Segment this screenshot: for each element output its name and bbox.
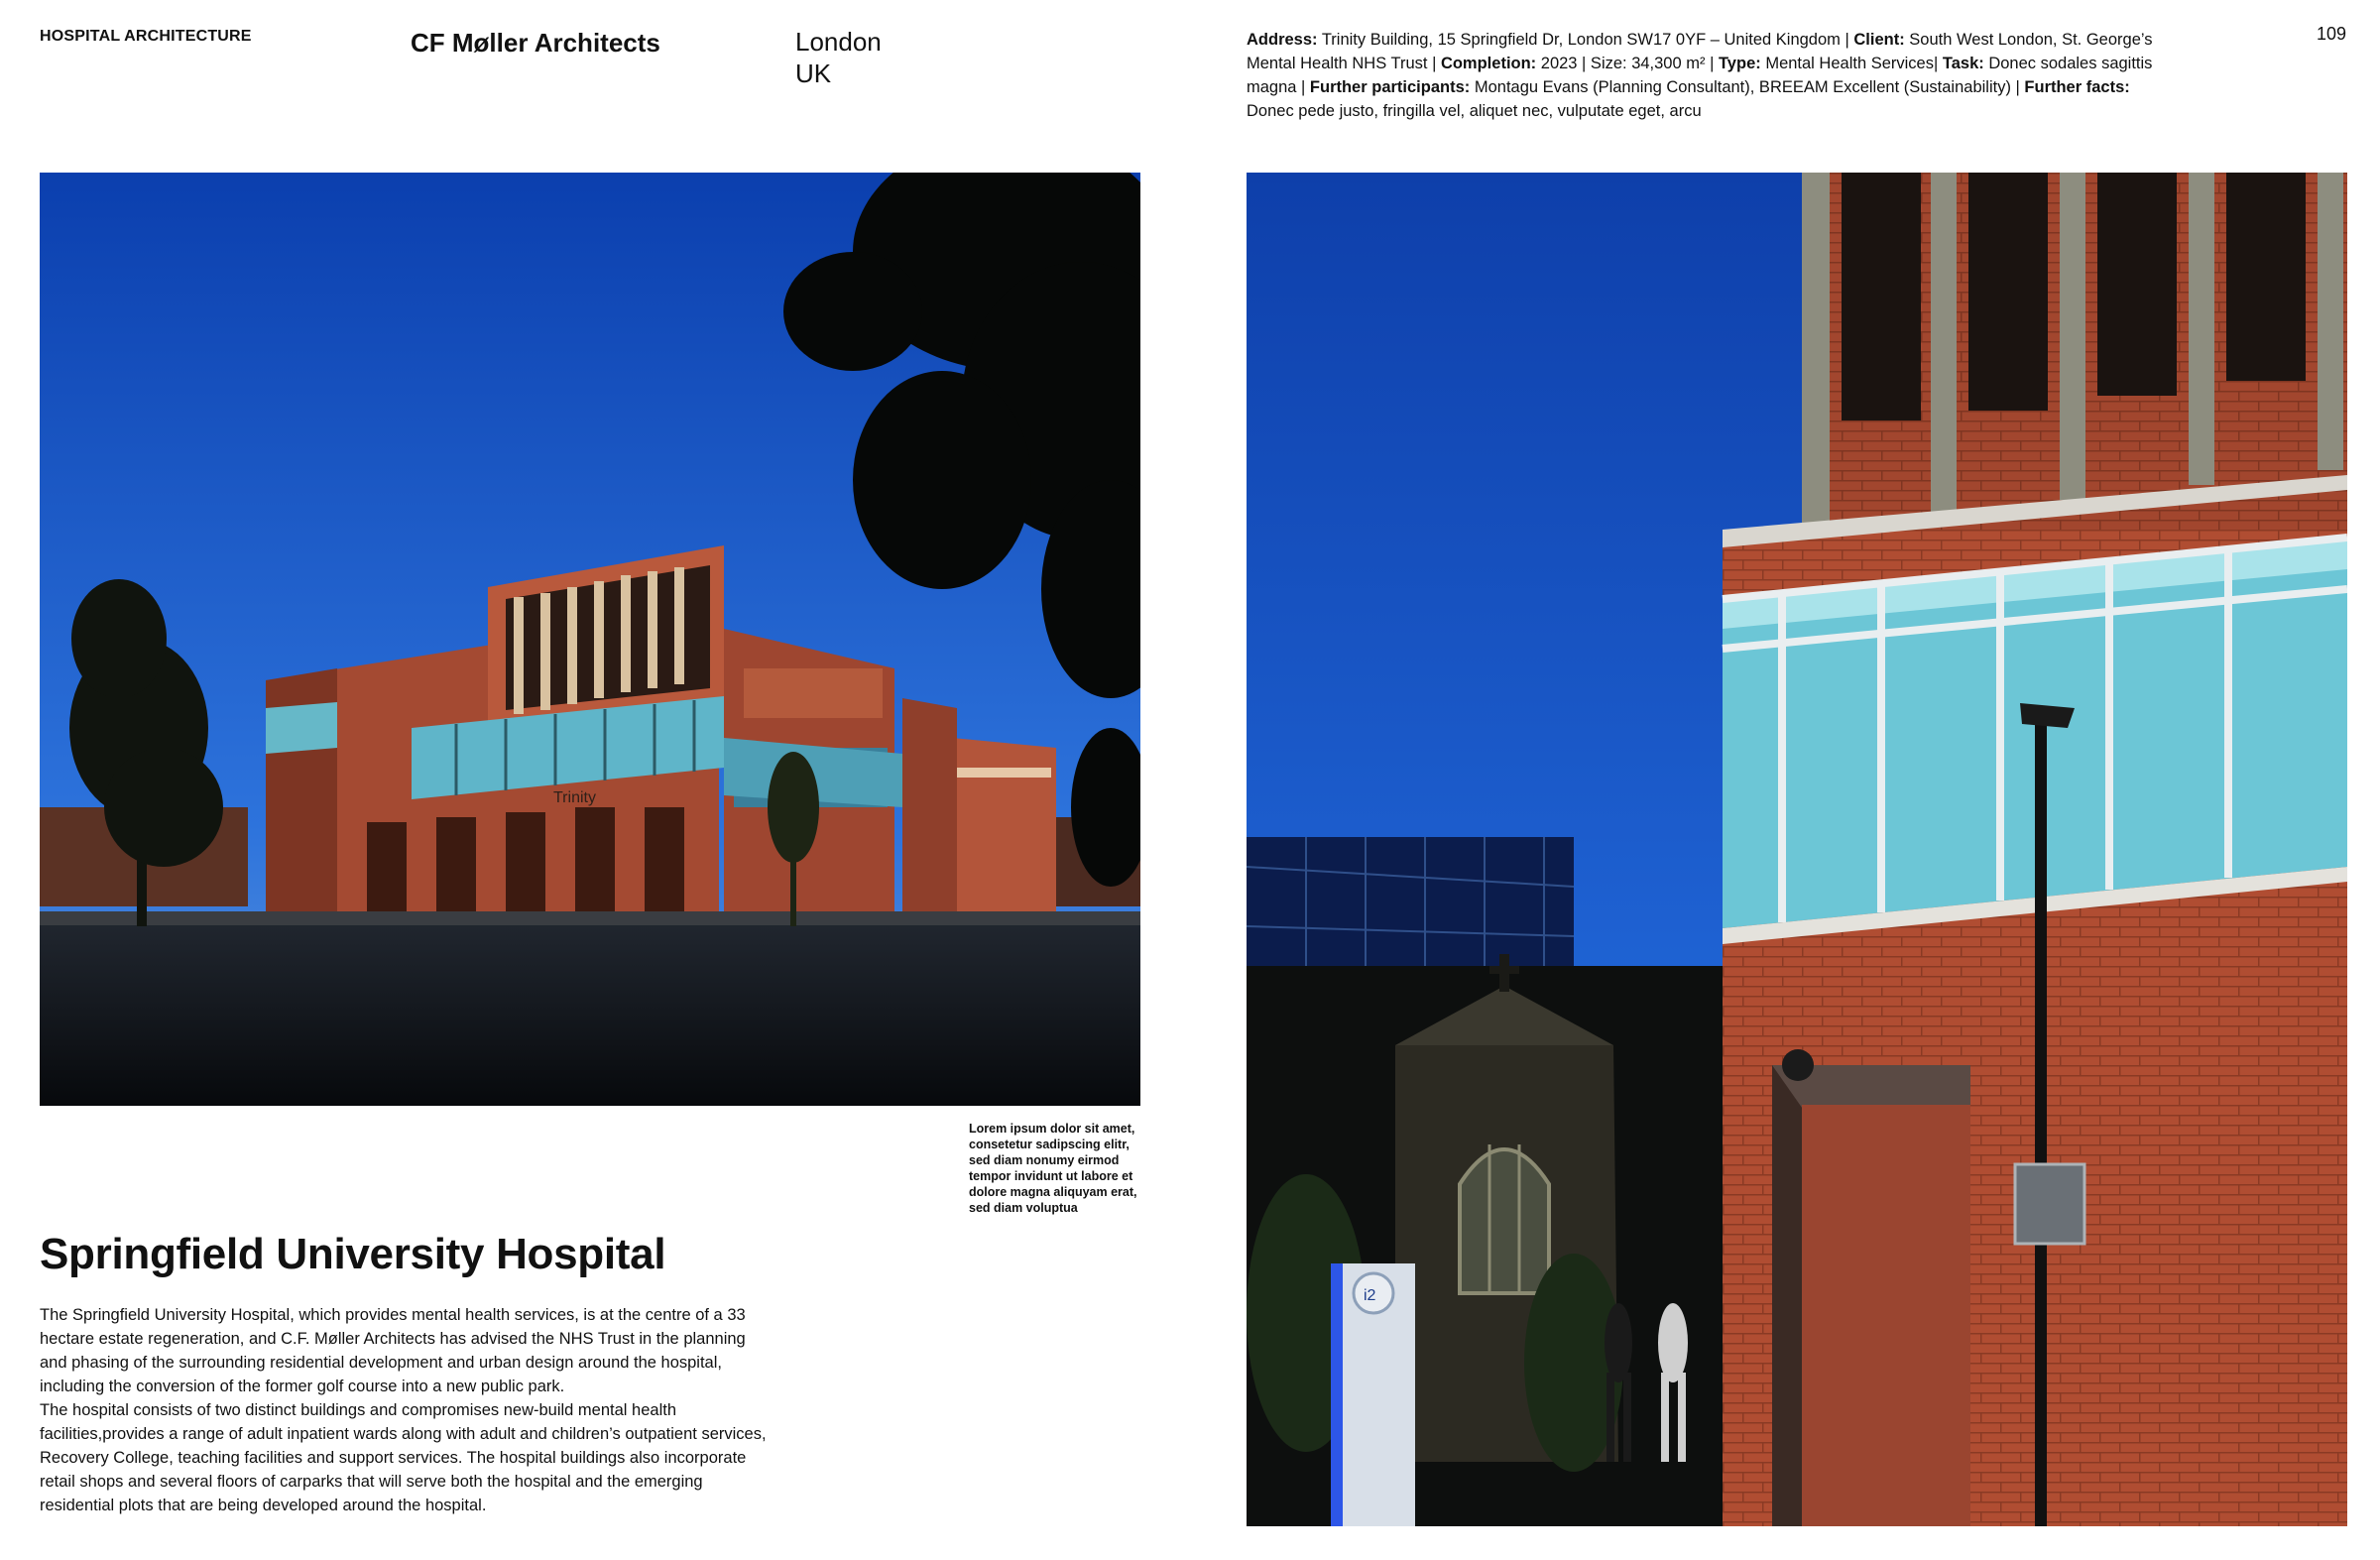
fact-label-task: Task: — [1942, 55, 1984, 72]
section-label: HOSPITAL ARCHITECTURE — [40, 28, 252, 45]
fact-value-completion: 2023 | Size: 34,300 m² | — [1536, 55, 1719, 72]
architect-name: CF Møller Architects — [411, 28, 660, 58]
fact-value-task: Donec sodales sagittis magna | — [1247, 55, 2153, 96]
signpost-label: i2 — [1364, 1287, 1376, 1304]
article-title: Springfield University Hospital — [40, 1230, 666, 1278]
fact-value-client: South West London, St. George’s Mental Health NHS Trust | — [1247, 31, 2153, 72]
article-paragraph-1: The Springfield University Hospital, which provides mental health services, is at the centre of a 33 hectare estate regeneration, and C.F. Møller Architects has advised the NHS Trust in the planning and phasing of the surrounding residential development and urban design around the hospital, including the conversion of the former golf course into a new public park. — [40, 1306, 746, 1395]
fact-label-completion: Completion: — [1440, 55, 1537, 72]
fact-label-further: Further facts: — [2024, 78, 2130, 96]
location-country: UK — [795, 59, 832, 88]
location — [795, 26, 882, 89]
fact-value-address: Trinity Building, 15 Springfield Dr, London SW17 0YF – United Kingdom | — [1317, 31, 1854, 49]
photo-facade-detail — [1247, 173, 2347, 1526]
article-body — [40, 1303, 774, 1517]
building-sign: Trinity — [553, 789, 596, 806]
fact-label-participants: Further participants: — [1309, 78, 1471, 96]
fact-label-client: Client: — [1853, 31, 1905, 49]
hospital-exterior-illustration — [40, 173, 1140, 1106]
fact-value-further: Donec pede justo, fringilla vel, aliquet nec, vulputate eget, arcu — [1247, 102, 1702, 120]
photo-hospital-exterior — [40, 173, 1140, 1106]
location-city: London — [795, 27, 882, 57]
article-paragraph-2: The hospital consists of two distinct buildings and compromises new-build mental health facilities,provides a range of adult inpatient wards along with adult and children’s outpatient services, Recovery College, teaching facilities and support services. The hospital buildings also incorporate retail shops and several floors of carparks that will serve both the hospital and the emerging residential plots that are being developed around the hospital. — [40, 1401, 767, 1514]
fact-label-address: Address: — [1247, 31, 1318, 49]
photo-caption: Lorem ipsum dolor sit amet, consetetur sadipscing elitr, sed diam nonumy eirmod tempor invidunt ut labore et dolore magna aliquyam erat, sed diam voluptua — [969, 1122, 1137, 1215]
fact-value-type: Mental Health Services| — [1760, 55, 1943, 72]
page-number: 109 — [2317, 24, 2347, 44]
fact-label-type: Type: — [1718, 55, 1761, 72]
fact-value-participants: Montagu Evans (Planning Consultant), BREEAM Excellent (Sustainability) | — [1470, 78, 2025, 96]
facade-detail-illustration — [1247, 173, 2347, 1526]
project-facts — [1247, 28, 2169, 123]
